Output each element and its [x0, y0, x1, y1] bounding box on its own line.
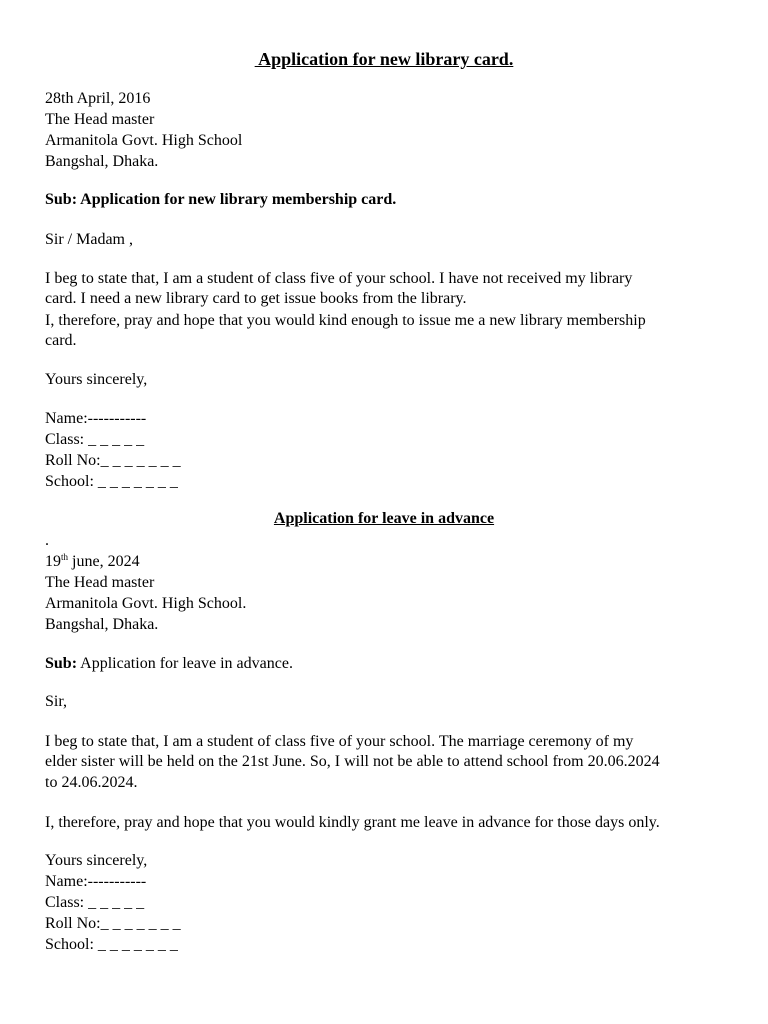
letter1-roll-field: Roll No:_ _ _ _ _ _ _ [45, 452, 181, 469]
letter2-salutation: Sir, [45, 693, 68, 710]
letter1-body-line: card. [45, 332, 77, 349]
letter2-closing-paragraph: I, therefore, pray and hope that you would kindly grant me leave in advance for those days only. [45, 814, 660, 831]
letter1-school-field: School: _ _ _ _ _ _ _ [45, 473, 178, 490]
letter2-address: Bangshal, Dhaka. [45, 616, 159, 633]
letter2-school: Armanitola Govt. High School. [45, 595, 247, 612]
letter2-roll-field: Roll No:_ _ _ _ _ _ _ [45, 915, 181, 932]
letter2-subject-text: Application for leave in advance. [77, 655, 293, 672]
letter1-body-line: I, therefore, pray and hope that you would kind enough to issue me a new library membership [45, 312, 646, 329]
letter2-name-field: Name:----------- [45, 873, 147, 890]
letter2-dot: . [45, 532, 49, 549]
letter2-body-line: I beg to state that, I am a student of class five of your school. The marriage ceremony of my [45, 733, 634, 750]
letter1-closing: Yours sincerely, [45, 371, 148, 388]
letter2-body-line: to 24.06.2024. [45, 774, 138, 791]
letter2-date-day: 19 [45, 553, 61, 570]
letter2-body-line: elder sister will be held on the 21st June. So, I will not be able to attend school from 20.06.2024 [45, 753, 660, 770]
letter1-name-field: Name:----------- [45, 410, 147, 427]
letter1-title: Application for new library card. [254, 49, 514, 69]
letter1-address: Bangshal, Dhaka. [45, 153, 159, 170]
letter2-date [45, 552, 140, 572]
letter2-date-rest: june, 2024 [68, 553, 140, 570]
letter2-subject-label: Sub: [45, 655, 78, 672]
letter1-salutation: Sir / Madam , [45, 231, 133, 248]
letter1-class-field: Class: _ _ _ _ _ [45, 431, 145, 448]
letter2-class-field: Class: _ _ _ _ _ [45, 894, 145, 911]
letter2-recipient: The Head master [45, 574, 155, 591]
letter1-body-line: card. I need a new library card to get issue books from the library. [45, 290, 467, 307]
letter1-date: 28th April, 2016 [45, 90, 151, 107]
letter1-school: Armanitola Govt. High School [45, 132, 243, 149]
letter2-subject [45, 654, 293, 674]
letter1-subject: Sub: Application for new library membership card. [45, 191, 397, 208]
letter1-recipient: The Head master [45, 111, 155, 128]
letter2-closing: Yours sincerely, [45, 852, 148, 869]
letter2-school-field: School: _ _ _ _ _ _ _ [45, 936, 178, 953]
letter2-title: Application for leave in advance [273, 510, 495, 527]
letter2-date-suffix: th [61, 552, 69, 562]
letter1-body-line: I beg to state that, I am a student of class five of your school. I have not received my library [45, 270, 633, 287]
